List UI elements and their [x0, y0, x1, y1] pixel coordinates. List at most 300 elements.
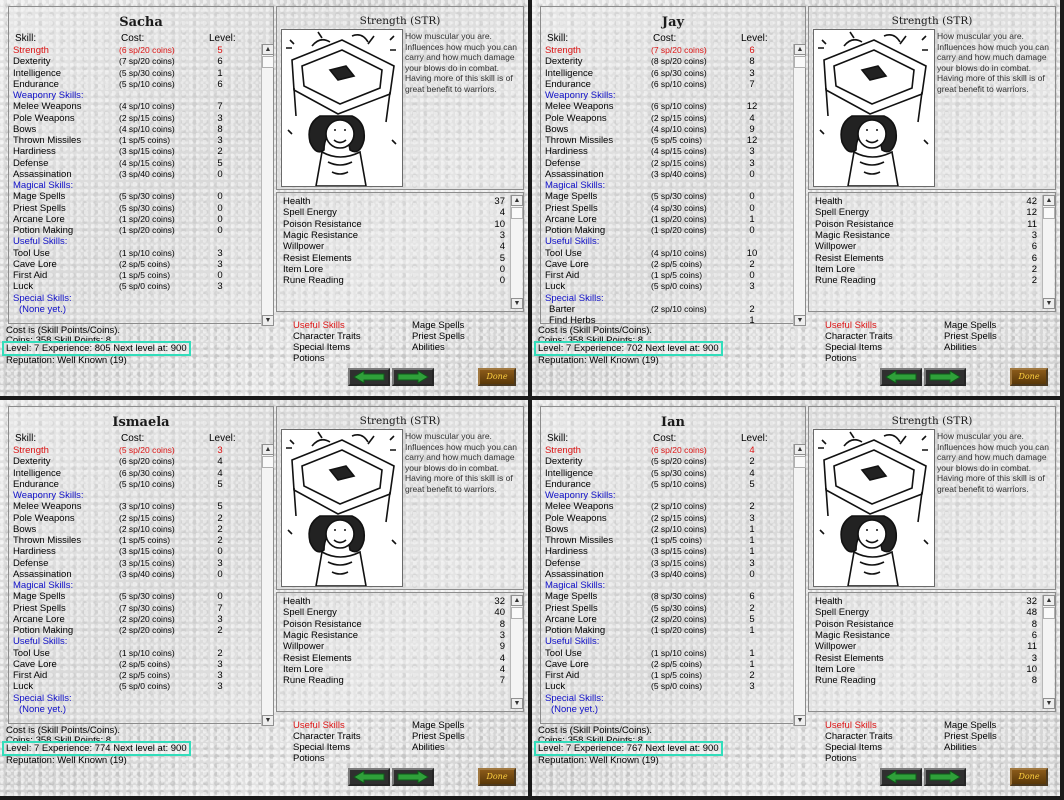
skill-cost: (2 sp/5 coins) [119, 670, 171, 680]
skill-cost: (6 sp/10 coins) [651, 101, 707, 112]
menu-priest-spells[interactable]: Priest Spells [944, 331, 997, 342]
stat-row [283, 664, 505, 675]
skill-row[interactable] [13, 648, 259, 659]
skill-name: Dexterity [13, 456, 51, 468]
skill-level: 0 [217, 213, 223, 225]
next-character-button[interactable] [924, 768, 966, 786]
skill-name: Tool Use [545, 647, 582, 659]
skill-row[interactable] [13, 135, 259, 146]
skill-list-scrollbar[interactable] [793, 44, 805, 326]
menu-special-items[interactable]: Special Items [293, 742, 351, 753]
menu-abilities[interactable]: Abilities [412, 742, 445, 753]
stat-row [283, 241, 505, 252]
stat-value: 32 [1026, 596, 1037, 607]
skill-row[interactable] [13, 591, 259, 602]
skill-row[interactable] [13, 270, 259, 281]
menu-mage-spells[interactable]: Mage Spells [412, 320, 465, 331]
menu-special-items[interactable]: Special Items [825, 342, 883, 353]
skill-row[interactable] [545, 124, 791, 135]
skill-cost: (2 sp/20 coins) [651, 613, 707, 624]
skill-cost: (4 sp/15 coins) [651, 146, 707, 157]
stat-name: Magic Resistance [815, 629, 890, 641]
skill-row[interactable] [13, 670, 259, 681]
skill-row[interactable] [545, 79, 791, 90]
done-button[interactable]: Done [1010, 368, 1048, 386]
skill-name: Hardiness [13, 146, 56, 158]
stat-row [815, 619, 1037, 630]
skill-level: 3 [749, 512, 755, 524]
coins-skillpoints: Coins: 358 Skill Points: 8 [6, 735, 112, 746]
skill-row[interactable] [545, 501, 791, 512]
skill-level: 0 [217, 202, 223, 214]
skill-row[interactable] [545, 569, 791, 580]
previous-character-button[interactable] [348, 368, 390, 386]
stat-value: 12 [1026, 207, 1037, 219]
skill-name: Special Skills: [545, 292, 604, 304]
scroll-thumb[interactable] [794, 456, 806, 468]
scroll-down-icon[interactable]: ▼ [511, 298, 523, 309]
skill-cost: (5 sp/0 coins) [119, 681, 171, 692]
skill-row[interactable] [545, 524, 791, 535]
scroll-thumb[interactable] [262, 456, 274, 468]
skill-name: Mage Spells [545, 191, 598, 203]
skill-row[interactable] [13, 146, 259, 157]
scroll-thumb[interactable] [1043, 207, 1055, 219]
skill-name: Special Skills: [13, 292, 72, 304]
scroll-up-icon[interactable]: ▲ [1043, 595, 1055, 606]
menu-priest-spells[interactable]: Priest Spells [944, 731, 997, 742]
stat-name: Poison Resistance [815, 218, 894, 230]
skill-level: 4 [749, 445, 755, 456]
scroll-up-icon[interactable]: ▲ [1043, 195, 1055, 206]
scroll-down-icon[interactable]: ▼ [1043, 698, 1055, 709]
skill-level: 0 [749, 225, 755, 236]
skill-name: Luck [545, 281, 566, 293]
skill-row[interactable] [13, 535, 259, 546]
skill-level: 5 [749, 613, 755, 625]
stat-name: Health [815, 196, 843, 207]
skill-header: Skill: [15, 33, 37, 44]
stat-value: 48 [1026, 607, 1037, 619]
skill-row[interactable] [545, 603, 791, 614]
skill-row[interactable] [545, 558, 791, 569]
scroll-up-icon[interactable]: ▲ [794, 444, 806, 455]
coins-skillpoints: Coins: 358 Skill Points: 8 [538, 335, 644, 346]
skill-row[interactable] [13, 569, 259, 580]
scroll-up-icon[interactable]: ▲ [262, 444, 274, 455]
skill-cost: (8 sp/20 coins) [651, 56, 707, 67]
stat-name: Poison Resistance [283, 618, 362, 630]
skill-name: Intelligence [13, 67, 62, 79]
skill-name: Defense [13, 157, 49, 169]
skill-row[interactable] [545, 479, 791, 490]
skill-name: Thrown Missiles [545, 535, 614, 546]
scroll-thumb[interactable] [262, 56, 274, 68]
character-portrait [813, 29, 935, 187]
stat-row [815, 241, 1037, 252]
menu-useful-skills[interactable]: Useful Skills [825, 320, 877, 331]
skill-level: 8 [749, 56, 755, 68]
skill-row[interactable] [13, 546, 259, 557]
menu-special-items[interactable]: Special Items [825, 742, 883, 753]
menu-potions[interactable]: Potions [825, 753, 857, 764]
skill-level: 3 [217, 281, 223, 293]
skill-description: How muscular you are. Influences how much you can carry and how much damage your blows do in combat. Having more of this skill is of great benefit to warriors. [405, 31, 517, 94]
scroll-down-icon[interactable]: ▼ [262, 715, 274, 726]
skill-list[interactable] [13, 445, 259, 715]
skill-row[interactable] [545, 614, 791, 625]
skill-cost: (2 sp/20 coins) [119, 625, 175, 635]
level-experience-highlight: Level: 7 Experience: 805 Next level at: 900 [2, 341, 191, 356]
skill-cost: (7 sp/20 coins) [119, 56, 175, 67]
skill-name: Potion Making [545, 625, 606, 636]
skill-level: 10 [746, 247, 758, 259]
skill-row[interactable] [13, 625, 259, 636]
right-arrow-icon [926, 370, 964, 384]
menu-potions[interactable]: Potions [293, 353, 325, 364]
menu-useful-skills[interactable]: Useful Skills [825, 720, 877, 731]
skill-level: 6 [749, 45, 755, 56]
skill-cost: (1 sp/20 coins) [119, 225, 175, 235]
level-experience-line [538, 344, 723, 354]
skill-row[interactable] [545, 248, 791, 259]
stat-row [283, 196, 505, 207]
skill-level: 1 [217, 67, 223, 79]
menu-mage-spells[interactable]: Mage Spells [944, 320, 997, 331]
menu-mage-spells[interactable]: Mage Spells [944, 720, 997, 731]
character-name: Jay [661, 15, 685, 30]
skill-row[interactable] [545, 535, 791, 546]
skill-name: Melee Weapons [545, 501, 614, 513]
skill-row[interactable] [13, 513, 259, 524]
skill-row[interactable] [13, 101, 259, 112]
stat-name: Resist Elements [815, 652, 884, 664]
skill-level: 3 [749, 146, 755, 158]
stat-name: Item Lore [815, 663, 856, 675]
skill-row[interactable] [545, 68, 791, 79]
skill-row[interactable] [545, 45, 791, 56]
stat-value: 6 [1031, 629, 1037, 641]
skill-row[interactable] [13, 659, 259, 670]
stat-value: 3 [499, 629, 505, 641]
menu-potions[interactable]: Potions [293, 753, 325, 764]
skill-level: 4 [749, 112, 755, 124]
stats-scrollbar[interactable] [510, 195, 522, 309]
skill-row[interactable] [13, 214, 259, 225]
skill-list-scrollbar[interactable] [793, 444, 805, 726]
stat-row [283, 253, 505, 264]
skill-row[interactable] [545, 468, 791, 479]
menu-useful-skills[interactable]: Useful Skills [293, 720, 345, 731]
skill-level: 1 [749, 213, 755, 225]
skill-category [13, 693, 259, 704]
scroll-thumb[interactable] [511, 607, 523, 619]
skill-row[interactable] [13, 113, 259, 124]
skill-row[interactable] [13, 468, 259, 479]
stat-name: Magic Resistance [283, 229, 358, 241]
skill-row[interactable] [13, 456, 259, 467]
stat-name: Item Lore [815, 263, 856, 275]
skill-row[interactable] [545, 270, 791, 281]
skill-cost: (5 sp/10 coins) [119, 78, 175, 89]
skill-row[interactable] [545, 203, 791, 214]
stat-name: Spell Energy [815, 207, 869, 219]
skill-name: Cave Lore [545, 658, 589, 670]
selected-skill-title: Strength (STR) [359, 15, 441, 27]
previous-character-button[interactable] [880, 368, 922, 386]
skill-level: 2 [749, 602, 755, 614]
skill-row[interactable] [545, 546, 791, 557]
skill-name: Intelligence [545, 467, 594, 479]
scroll-thumb[interactable] [1043, 607, 1055, 619]
skill-level: 3 [217, 658, 223, 670]
skill-cost: (4 sp/30 coins) [651, 202, 707, 213]
skill-row[interactable] [13, 445, 259, 456]
skill-list[interactable] [545, 445, 791, 715]
skill-detail-panel [276, 6, 524, 190]
character-window-ian [532, 400, 1060, 796]
skill-row[interactable] [545, 158, 791, 169]
skill-category [13, 180, 259, 191]
skill-row[interactable] [13, 225, 259, 236]
skill-row[interactable] [545, 191, 791, 202]
stats-scrollbar[interactable] [1042, 195, 1054, 309]
stat-name: Item Lore [283, 663, 324, 675]
next-character-button[interactable] [392, 368, 434, 386]
menu-abilities[interactable]: Abilities [944, 342, 977, 353]
skill-cost: (1 sp/5 coins) [651, 670, 703, 680]
skill-level: 7 [217, 101, 223, 113]
next-character-button[interactable] [392, 768, 434, 786]
skill-cost: (5 sp/30 coins) [651, 602, 707, 613]
skill-cost: (4 sp/10 coins) [651, 247, 707, 258]
skill-row[interactable] [13, 479, 259, 490]
scroll-down-icon[interactable]: ▼ [794, 315, 806, 326]
skill-row[interactable] [545, 625, 791, 636]
menu-character-traits[interactable]: Character Traits [293, 731, 361, 742]
skill-list[interactable] [13, 45, 259, 315]
skill-name: Strength [13, 45, 49, 56]
menu-character-traits[interactable]: Character Traits [825, 331, 893, 342]
scroll-up-icon[interactable]: ▲ [511, 195, 523, 206]
stat-value: 2 [1031, 275, 1037, 287]
skill-row[interactable] [545, 146, 791, 157]
skill-row[interactable] [545, 113, 791, 124]
skill-level: 3 [749, 557, 755, 569]
skill-row[interactable] [13, 169, 259, 180]
skill-row[interactable] [13, 79, 259, 90]
skill-cost: (1 sp/5 coins) [119, 270, 171, 280]
menu-abilities[interactable]: Abilities [412, 342, 445, 353]
menu-character-traits[interactable]: Character Traits [825, 731, 893, 742]
skill-category [545, 580, 791, 591]
skill-name: Hardiness [545, 146, 588, 158]
skill-row[interactable] [545, 456, 791, 467]
skill-level: 7 [217, 602, 223, 614]
cost-note: Cost is (Skill Points/Coins). [538, 725, 653, 736]
menu-abilities[interactable]: Abilities [944, 742, 977, 753]
previous-character-button[interactable] [880, 768, 922, 786]
skill-category [545, 490, 791, 501]
previous-character-button[interactable] [348, 768, 390, 786]
stat-name: Item Lore [283, 263, 324, 275]
skill-name: Priest Spells [13, 602, 66, 614]
skill-cost: (2 sp/5 coins) [651, 658, 703, 669]
skill-description: How muscular you are. Influences how much you can carry and how much damage your blows do in combat. Having more of this skill is of great benefit to warriors. [937, 431, 1049, 494]
done-button[interactable]: Done [478, 368, 516, 386]
menu-mage-spells[interactable]: Mage Spells [412, 720, 465, 731]
skill-name: Mage Spells [13, 591, 66, 603]
skill-name: Strength [545, 45, 581, 56]
skill-cost: (5 sp/10 coins) [119, 478, 175, 489]
skill-row[interactable] [545, 101, 791, 112]
stat-value: 10 [494, 218, 505, 230]
skill-row[interactable] [13, 191, 259, 202]
cost-note: Cost is (Skill Points/Coins). [6, 325, 121, 336]
stat-row [283, 641, 505, 652]
skill-row[interactable] [545, 259, 791, 270]
level-experience-line [538, 744, 723, 754]
skill-row[interactable] [545, 681, 791, 692]
skill-row[interactable] [13, 558, 259, 569]
stat-value: 37 [494, 196, 505, 207]
skill-row[interactable] [545, 445, 791, 456]
skill-cost: (1 sp/20 coins) [119, 213, 175, 224]
skill-name: Endurance [13, 478, 59, 490]
skill-row[interactable] [13, 614, 259, 625]
skill-row[interactable] [545, 135, 791, 146]
skill-name: Priest Spells [13, 202, 66, 214]
skill-cost: (2 sp/10 coins) [651, 501, 707, 512]
skill-row[interactable] [13, 56, 259, 67]
skill-row[interactable] [545, 281, 791, 292]
stat-value: 42 [1026, 196, 1037, 207]
scroll-down-icon[interactable]: ▼ [794, 715, 806, 726]
reputation-line: Reputation: Well Known (19) [6, 355, 127, 366]
skill-cost: (2 sp/15 coins) [119, 512, 175, 523]
skill-level: 1 [749, 523, 755, 535]
skill-category [545, 693, 791, 704]
skill-row[interactable] [545, 591, 791, 602]
skill-level: 0 [749, 270, 755, 281]
skill-row[interactable] [13, 259, 259, 270]
skill-row[interactable] [13, 501, 259, 512]
skill-level: 1 [749, 315, 755, 326]
stats-scrollbar[interactable] [510, 595, 522, 709]
skill-category [13, 236, 259, 247]
done-button[interactable]: Done [1010, 768, 1048, 786]
skill-level: 2 [749, 258, 755, 270]
scroll-up-icon[interactable]: ▲ [262, 44, 274, 55]
scroll-thumb[interactable] [794, 56, 806, 68]
skill-header: Skill: [547, 33, 569, 44]
scroll-down-icon[interactable]: ▼ [511, 698, 523, 709]
skill-name: Cave Lore [545, 258, 589, 270]
skill-level: 3 [217, 681, 223, 693]
stat-row [283, 675, 505, 686]
scroll-up-icon[interactable]: ▲ [794, 44, 806, 55]
skill-row[interactable] [13, 248, 259, 259]
scroll-thumb[interactable] [511, 207, 523, 219]
skill-name: Assassination [13, 168, 72, 180]
skill-cost: (5 sp/30 coins) [119, 67, 175, 78]
menu-special-items[interactable]: Special Items [293, 342, 351, 353]
portrait-illustration [814, 30, 934, 186]
skill-level: 0 [217, 591, 223, 603]
skill-row[interactable] [13, 68, 259, 79]
menu-priest-spells[interactable]: Priest Spells [412, 731, 465, 742]
skill-row[interactable] [545, 513, 791, 524]
skill-list[interactable] [545, 45, 791, 326]
skill-row[interactable] [545, 648, 791, 659]
skill-row[interactable] [545, 169, 791, 180]
done-button[interactable]: Done [478, 768, 516, 786]
skill-row[interactable] [545, 214, 791, 225]
stat-name: Spell Energy [815, 607, 869, 619]
character-name: Ian [661, 415, 685, 430]
stat-row [815, 664, 1037, 675]
menu-potions[interactable]: Potions [825, 353, 857, 364]
skill-level: 3 [217, 613, 223, 625]
scroll-down-icon[interactable]: ▼ [262, 315, 274, 326]
menu-useful-skills[interactable]: Useful Skills [293, 320, 345, 331]
stat-value: 3 [1031, 229, 1037, 241]
skill-name: Assassination [545, 168, 604, 180]
level-experience-highlight: Level: 7 Experience: 767 Next level at: 900 [534, 741, 723, 756]
skill-name: Assassination [13, 568, 72, 580]
skill-row[interactable] [545, 225, 791, 236]
skill-name: Melee Weapons [13, 101, 82, 113]
skill-row[interactable] [13, 603, 259, 614]
portrait-illustration [814, 430, 934, 586]
skill-row[interactable] [13, 281, 259, 292]
stat-row [283, 219, 505, 230]
skill-cost: (5 sp/5 coins) [651, 135, 703, 145]
level-header: Level: [741, 33, 768, 44]
skill-row[interactable] [13, 681, 259, 692]
next-character-button[interactable] [924, 368, 966, 386]
skill-list-scrollbar[interactable] [261, 444, 273, 726]
skill-row[interactable] [545, 304, 791, 315]
skill-row[interactable] [13, 524, 259, 535]
skill-row[interactable] [545, 56, 791, 67]
skill-row[interactable] [13, 45, 259, 56]
skill-row[interactable] [13, 158, 259, 169]
skill-row[interactable] [545, 659, 791, 670]
stat-row [283, 264, 505, 275]
skill-level: 2 [749, 303, 755, 315]
scroll-down-icon[interactable]: ▼ [1043, 298, 1055, 309]
stats-scrollbar[interactable] [1042, 595, 1054, 709]
skill-name: Hardiness [13, 546, 56, 558]
skill-list-scrollbar[interactable] [261, 44, 273, 326]
skill-row[interactable] [13, 124, 259, 135]
level-header: Level: [209, 433, 236, 444]
skill-level: 3 [749, 681, 755, 693]
skill-name: Arcane Lore [13, 613, 65, 625]
skill-name: Assassination [545, 568, 604, 580]
coins-skillpoints: Coins: 358 Skill Points: 8 [6, 335, 112, 346]
skill-row[interactable] [13, 203, 259, 214]
menu-priest-spells[interactable]: Priest Spells [412, 331, 465, 342]
skill-cost: (5 sp/30 coins) [651, 191, 707, 202]
stat-row [283, 207, 505, 218]
stat-value: 10 [1026, 663, 1037, 675]
skill-row[interactable] [545, 670, 791, 681]
menu-character-traits[interactable]: Character Traits [293, 331, 361, 342]
scroll-up-icon[interactable]: ▲ [511, 595, 523, 606]
stat-name: Resist Elements [283, 252, 352, 264]
